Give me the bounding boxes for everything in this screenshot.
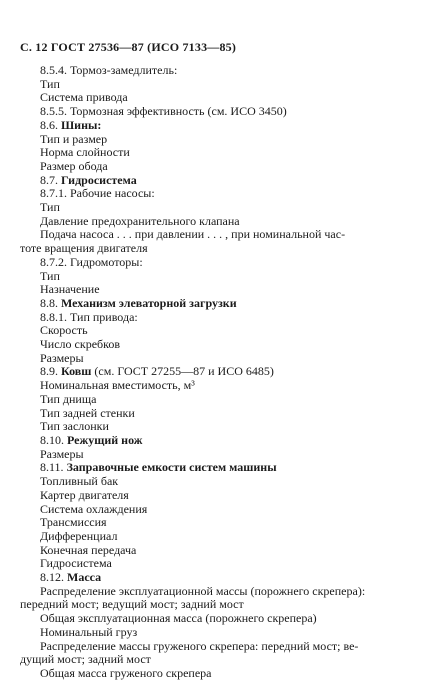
section-number: 8.7.	[40, 172, 61, 187]
text-line	[0, 516, 427, 530]
line-text: Распределение массы груженого скрепера: передний мост; ве-	[40, 638, 359, 653]
line-text: Ковш	[61, 364, 92, 379]
section-heading	[0, 434, 427, 448]
line-text: 8.8.1. Тип привода:	[40, 309, 138, 324]
line-text: Гидросистема	[40, 556, 112, 571]
line-text: Общая масса груженого скрепера	[40, 665, 212, 680]
line-text: 8.5.4. Тормоз-замедлитель:	[40, 63, 178, 77]
section-number: 8.12.	[40, 570, 67, 585]
text-line	[0, 503, 427, 517]
document-body	[0, 64, 427, 681]
line-text: Тип заслонки	[40, 419, 109, 434]
text-line	[0, 585, 427, 599]
section-heading	[0, 297, 427, 311]
text-line	[0, 78, 427, 92]
text-line	[0, 352, 427, 366]
line-text: Число скребков	[40, 337, 121, 352]
line-text: Механизм элеваторной загрузки	[61, 295, 237, 310]
text-line	[0, 557, 427, 571]
line-text: дущий мост; задний мост	[20, 652, 151, 667]
line-text: 8.7.2. Гидромоторы:	[40, 254, 143, 269]
text-line	[0, 653, 427, 667]
line-text: Гидросистема	[61, 172, 137, 187]
line-text: Скорость	[40, 323, 88, 338]
text-line	[0, 379, 427, 393]
line-text: 8.5.5. Тормозная эффективность (см. ИСО 3450)	[40, 104, 287, 119]
section-number: 8.9.	[40, 364, 61, 379]
page-header: С. 12 ГОСТ 27536—87 (ИСО 7133—85)	[20, 40, 237, 54]
text-line	[0, 133, 427, 147]
text-line	[0, 667, 427, 681]
text-line	[0, 256, 427, 270]
text-line	[0, 448, 427, 462]
line-text: Тип задней стенки	[40, 405, 135, 420]
line-text: Размеры	[40, 350, 84, 365]
text-line	[0, 105, 427, 119]
line-text: Масса	[67, 570, 102, 585]
line-text: Номинальный груз	[40, 624, 138, 639]
text-line	[0, 201, 427, 215]
line-text: Норма слойности	[40, 145, 130, 160]
text-line	[0, 612, 427, 626]
text-line	[0, 530, 427, 544]
section-number: 8.11.	[40, 460, 67, 475]
line-text: Номинальная вместимость, м³	[40, 378, 195, 393]
line-text: Топливный бак	[40, 474, 119, 489]
text-line	[0, 489, 427, 503]
text-line	[0, 242, 427, 256]
line-text: Шины:	[61, 117, 102, 132]
text-line	[0, 640, 427, 654]
line-text: Система привода	[40, 90, 128, 105]
text-line	[0, 420, 427, 434]
section-number: 8.6.	[40, 117, 61, 132]
text-line	[0, 475, 427, 489]
section-heading	[0, 571, 427, 585]
text-line	[0, 544, 427, 558]
text-line	[0, 393, 427, 407]
line-text: Размеры	[40, 446, 84, 461]
line-text: тоте вращения двигателя	[20, 241, 148, 256]
line-text: Общая эксплуатационная масса (порожнего скрепера)	[40, 611, 317, 626]
line-text: Заправочные емкости систем машины	[66, 460, 277, 475]
line-text: передний мост; ведущий мост; задний мост	[20, 597, 244, 612]
line-text: Дифференциал	[40, 528, 118, 543]
line-text: Тип	[40, 76, 60, 91]
text-line	[0, 146, 427, 160]
text-line	[0, 311, 427, 325]
section-heading	[0, 174, 427, 188]
text-line	[0, 598, 427, 612]
text-line	[0, 91, 427, 105]
text-line	[0, 626, 427, 640]
line-text: Назначение	[40, 282, 100, 297]
line-text: Тип днища	[40, 391, 97, 406]
section-heading	[0, 365, 427, 379]
section-heading	[0, 461, 427, 475]
text-line	[0, 64, 427, 78]
line-text: Тип	[40, 268, 60, 283]
line-text: Конечная передача	[40, 542, 137, 557]
line-text: Подача насоса . . . при давлении . . . , при номинальной час-	[40, 227, 346, 242]
text-line	[0, 338, 427, 352]
line-text: Картер двигателя	[40, 487, 129, 502]
line-text: Трансмиссия	[40, 515, 107, 530]
text-line	[0, 324, 427, 338]
line-text: Размер обода	[40, 158, 108, 173]
section-number: 8.10.	[40, 432, 67, 447]
text-line	[0, 187, 427, 201]
line-text: Распределение эксплуатационной массы (порожнего скрепера):	[40, 583, 366, 598]
text-line	[0, 270, 427, 284]
section-heading	[0, 119, 427, 133]
section-number: 8.8.	[40, 295, 61, 310]
line-text: Давление предохранительного клапана	[40, 213, 240, 228]
text-line	[0, 228, 427, 242]
text-line	[0, 215, 427, 229]
line-text: Тип и размер	[40, 131, 108, 146]
line-text: Режущий нож	[67, 432, 143, 447]
line-text: Система охлаждения	[40, 501, 148, 516]
text-line	[0, 160, 427, 174]
text-line	[0, 407, 427, 421]
line-text: Тип	[40, 200, 60, 215]
text-line	[0, 283, 427, 297]
line-text: 8.7.1. Рабочие насосы:	[40, 186, 155, 201]
line-text-rest: (см. ГОСТ 27255—87 и ИСО 6485)	[91, 364, 274, 379]
